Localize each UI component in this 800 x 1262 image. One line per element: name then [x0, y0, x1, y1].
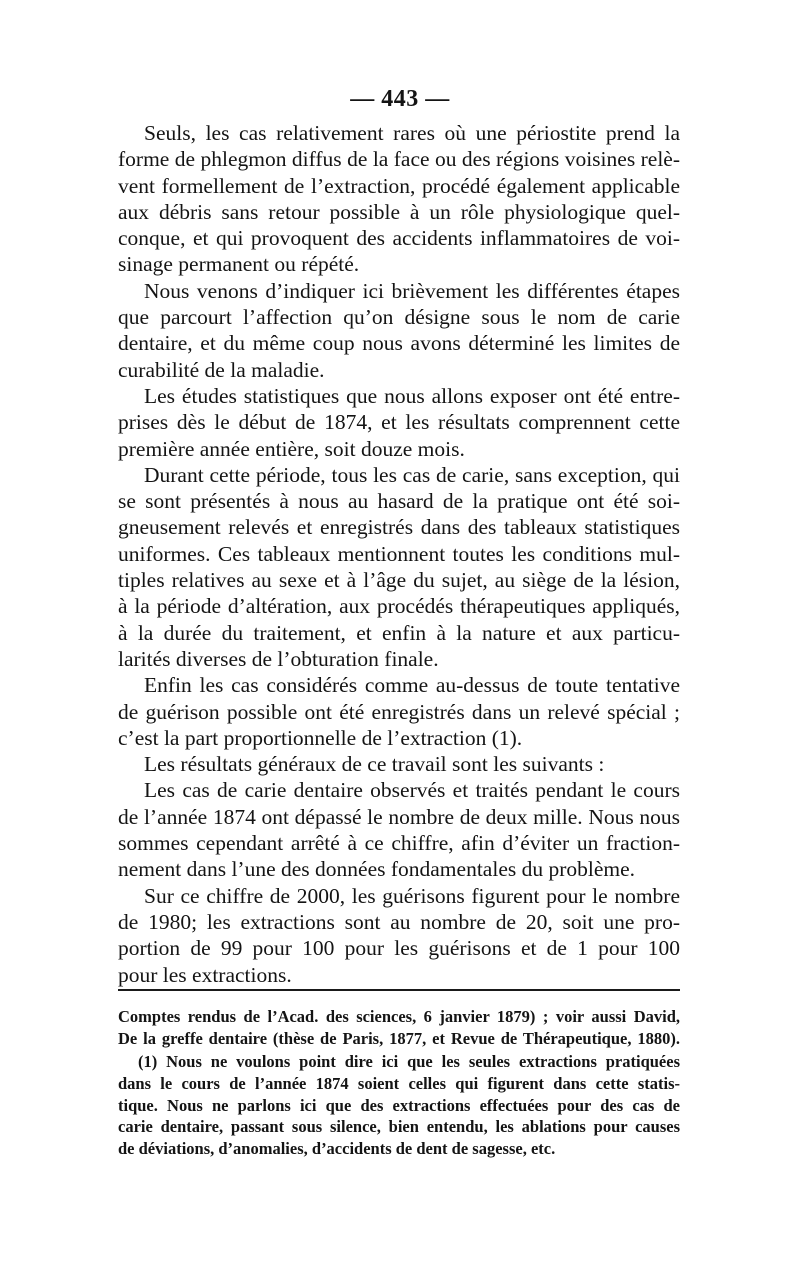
footnote-line: Comptes rendus de l’Acad. des sciences, 6 janvier 1879) ; voir aussi David, — [118, 1007, 680, 1026]
footnotes — [118, 1006, 680, 1160]
text-line: aux débris sans retour possible à un rôle physiologique quel- — [118, 199, 680, 224]
text-line: vent formellement de l’extraction, procédé également applicable — [118, 173, 680, 198]
text-line: Sur ce chiffre de 2000, les guérisons figurent pour le nombre — [144, 883, 680, 908]
footnote-line: tique. Nous ne parlons ici que des extractions effectuées pour des cas de — [118, 1095, 680, 1115]
text-line: pour les extractions. — [118, 962, 292, 987]
text-line: de guérison possible ont été enregistrés dans un relevé spécial ; — [118, 699, 680, 724]
text-line: Durant cette période, tous les cas de carie, sans exception, qui — [144, 462, 680, 487]
text-line: tiples relatives au sexe et à l’âge du sujet, au siège de la lésion, — [118, 568, 680, 593]
footnote-line: de déviations, d’anomalies, d’accidents de dent de sagesse, etc. — [118, 1139, 556, 1159]
text-line: Les cas de carie dentaire observés et traités pendant le cours — [144, 778, 680, 803]
text-line: Enfin les cas considérés comme au-dessus de toute tentative — [144, 673, 680, 698]
text-line: forme de phlegmon diffus de la face ou des régions voisines relè- — [118, 147, 680, 172]
text-line: sommes cependant arrêté à ce chiffre, afin d’éviter un fraction- — [118, 831, 680, 856]
text-line: à la période d’altération, aux procédés thérapeutiques appliqués, — [118, 594, 680, 619]
text-line: c’est la part proportionnelle de l’extraction (1). — [118, 725, 523, 750]
text-line: première année entière, soit douze mois. — [118, 436, 465, 461]
body-text — [118, 120, 680, 988]
text-line: que parcourt l’affection qu’on désigne sous le nom de carie — [118, 305, 680, 330]
text-line: Nous venons d’indiquer ici brièvement les différentes étapes — [144, 278, 680, 303]
text-line: sinage permanent ou répété. — [118, 252, 360, 277]
text-line: curabilité de la maladie. — [118, 357, 325, 382]
text-line: prises dès le début de 1874, et les résultats comprennent cette — [118, 410, 680, 435]
text-line: dentaire, et du même coup nous avons déterminé les limites de — [118, 331, 680, 356]
page-number: — 443 — — [350, 86, 450, 112]
text-line: nement dans l’une des données fondamentales du problème. — [118, 857, 636, 882]
text-line: conque, et qui provoquent des accidents inflammatoires de voi- — [118, 226, 680, 251]
footnote-rule — [118, 989, 680, 991]
text-line: de 1980; les extractions sont au nombre de 20, soit une pro- — [118, 909, 680, 934]
text-line: de l’année 1874 ont dépassé le nombre de deux mille. Nous nous — [118, 804, 680, 829]
text-line: portion de 99 pour 100 pour les guérisons et de 1 pour 100 — [118, 936, 680, 961]
footnote-line: carie dentaire, passant sous silence, bien entendu, les ablations pour causes — [118, 1117, 680, 1137]
text-line: Les résultats généraux de ce travail sont les suivants : — [144, 752, 605, 777]
text-line: gneusement relevés et enregistrés dans des tableaux statistiques — [118, 515, 680, 540]
footnote-line: dans le cours de l’année 1874 soient celles qui figurent dans cette statis- — [118, 1074, 680, 1094]
text-line: Les études statistiques que nous allons exposer ont été entre- — [144, 383, 680, 408]
text-line: larités diverses de l’obturation finale. — [118, 646, 439, 671]
text-line: à la durée du traitement, et enfin à la nature et aux particu- — [118, 620, 680, 645]
text-line: uniformes. Ces tableaux mentionnent toutes les conditions mul- — [118, 541, 680, 566]
footnote-line: De la greffe dentaire (thèse de Paris, 1877, et Revue de Thérapeutique, 1880). — [118, 1028, 680, 1048]
text-line: se sont présentés à nous au hasard de la pratique ont été soi- — [118, 489, 680, 514]
text-line: Seuls, les cas relativement rares où une périostite prend la — [144, 121, 680, 145]
footnote-line: (1) Nous ne voulons point dire ici que les seules extractions pratiquées — [138, 1052, 680, 1072]
